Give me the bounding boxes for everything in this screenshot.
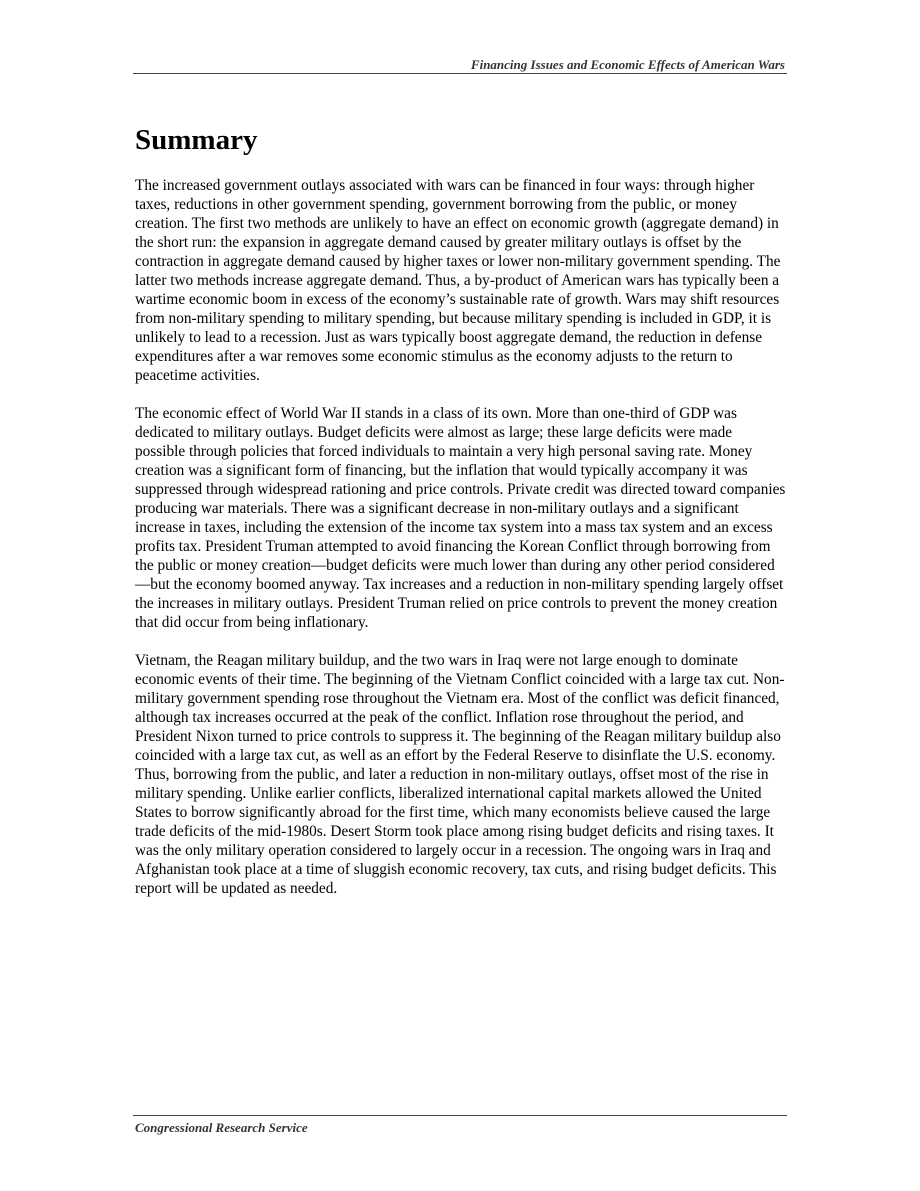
- paragraph: The increased government outlays associated with wars can be financed in four ways: through higher taxes, reductions in other government spending, government borrowing from the public, or money creation. The first two methods are unlikely to have an effect on economic growth (aggregate demand) in the short run: the expansion in aggregate demand caused by greater military outlays is offset by the contraction in aggregate demand caused by higher taxes or lower non-military government spending. The latter two methods increase aggregate demand. Thus, a by-product of American wars has typically been a wartime economic boom in excess of the economy’s sustainable rate of growth. Wars may shift resources from non-military spending to military spending, but because military spending is included in GDP, it is unlikely to lead to a recession. Just as wars typically boost aggregate demand, the reduction in defense expenditures after a war removes some economic stimulus as the economy adjusts to the return to peacetime activities.: [135, 177, 781, 384]
- summary-body: [135, 176, 786, 917]
- footer-organization: Congressional Research Service: [135, 1120, 308, 1135]
- header-divider: [133, 73, 787, 74]
- footer-divider: [133, 1115, 787, 1116]
- running-header: Financing Issues and Economic Effects of American Wars: [470, 57, 785, 72]
- paragraph: Vietnam, the Reagan military buildup, and the two wars in Iraq were not large enough to dominate economic events of their time. The beginning of the Vietnam Conflict coincided with a large tax cut. Non-military government spending rose throughout the Vietnam era. Most of the conflict was deficit financed, although tax increases occurred at the peak of the conflict. Inflation rose throughout the period, and President Nixon turned to price controls to suppress it. The beginning of the Reagan military buildup also coincided with a large tax cut, as well as an effort by the Federal Reserve to disinflate the U.S. economy. Thus, borrowing from the public, and later a reduction in non-military outlays, offset most of the rise in military spending. Unlike earlier conflicts, liberalized international capital markets allowed the United States to borrow significantly abroad for the first time, which many economists believe caused the large trade deficits of the mid-1980s. Desert Storm took place among rising budget deficits and rising taxes. It was the only military operation considered to largely occur in a recession. The ongoing wars in Iraq and Afghanistan took place at a time of sluggish economic recovery, tax cuts, and rising budget deficits. This report will be updated as needed.: [135, 652, 785, 897]
- section-title: Summary: [135, 124, 258, 156]
- paragraph: The economic effect of World War II stands in a class of its own. More than one-third of GDP was dedicated to military outlays. Budget deficits were almost as large; these large deficits were made possible through policies that forced individuals to maintain a very high personal saving rate. Money creation was a significant form of financing, but the inflation that would typically accompany it was suppressed through widespread rationing and price controls. Private credit was directed toward companies producing war materials. There was a significant decrease in non-military outlays and a significant increase in taxes, including the extension of the income tax system into a mass tax system and an excess profits tax. President Truman attempted to avoid financing the Korean Conflict through borrowing from the public or money creation—budget deficits were much lower than during any other period considered—but the economy boomed anyway. Tax increases and a reduction in non-military spending largely offset the increases in military outlays. President Truman relied on price controls to prevent the money creation that did occur from being inflationary.: [135, 405, 786, 631]
